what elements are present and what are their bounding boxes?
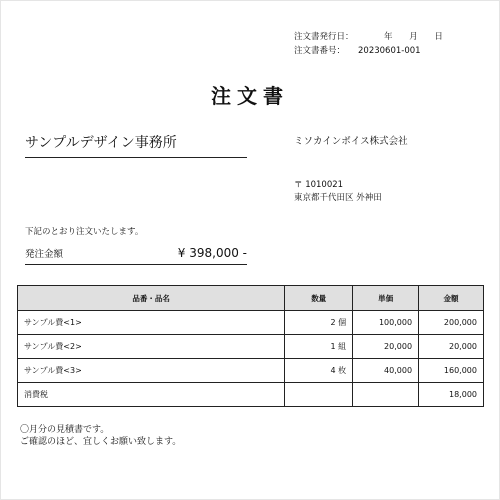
order-amount: [25, 246, 247, 265]
items-table: [17, 285, 484, 407]
tax-label-cell: 消費税: [18, 383, 285, 407]
order-amount-value: ¥ 398,000 -: [177, 246, 247, 260]
tax-amount-cell: 18,000: [419, 383, 484, 407]
table-row: [18, 311, 484, 335]
issue-date-label: 注文書発行日：: [294, 32, 354, 42]
order-number-label: 注文書番号：: [294, 46, 346, 56]
notes: [20, 424, 181, 448]
client-name: サンプルデザイン事務所: [25, 132, 247, 158]
document-title: 注文書: [211, 84, 289, 108]
header-amount: 金額: [419, 286, 484, 311]
amount-cell: 20,000: [419, 335, 484, 359]
table-row: [18, 335, 484, 359]
tax-row: [18, 383, 484, 407]
amount-cell: 160,000: [419, 359, 484, 383]
issuer-company: ミソカインボイス株式会社: [294, 136, 408, 147]
order-amount-label: 発注金額: [25, 249, 64, 260]
document-meta: [294, 30, 443, 58]
issue-date-value: 年 月 日: [384, 32, 443, 42]
order-number-row: [294, 44, 443, 58]
quantity-cell: 4 枚: [285, 359, 353, 383]
header-unit-price: 単価: [353, 286, 419, 311]
quantity-cell: 2 個: [285, 311, 353, 335]
issuer-postal-code: 〒 1010021: [294, 180, 344, 190]
lead-text: 下記のとおり注文いたします。: [25, 227, 144, 237]
issue-date-row: [294, 30, 443, 44]
unit-price-cell: [353, 383, 419, 407]
unit-price-cell: 100,000: [353, 311, 419, 335]
table-header-row: [18, 286, 484, 311]
table-row: [18, 359, 484, 383]
header-item-name: 品番・品名: [18, 286, 285, 311]
note-line-2: ご確認のほど、宜しくお願い致します。: [20, 437, 182, 447]
issuer-address-block: [294, 179, 382, 205]
unit-price-cell: 20,000: [353, 335, 419, 359]
note-line-1: 〇月分の見積書です。: [20, 425, 110, 435]
item-name-cell: サンプル費<3>: [18, 359, 285, 383]
header-quantity: 数量: [285, 286, 353, 311]
item-name-cell: サンプル費<1>: [18, 311, 285, 335]
amount-cell: 200,000: [419, 311, 484, 335]
quantity-cell: 1 組: [285, 335, 353, 359]
unit-price-cell: 40,000: [353, 359, 419, 383]
issuer-address: 東京都千代田区 外神田: [294, 193, 382, 203]
quantity-cell: [285, 383, 353, 407]
item-name-cell: サンプル費<2>: [18, 335, 285, 359]
order-number-value: 20230601-001: [358, 46, 421, 56]
